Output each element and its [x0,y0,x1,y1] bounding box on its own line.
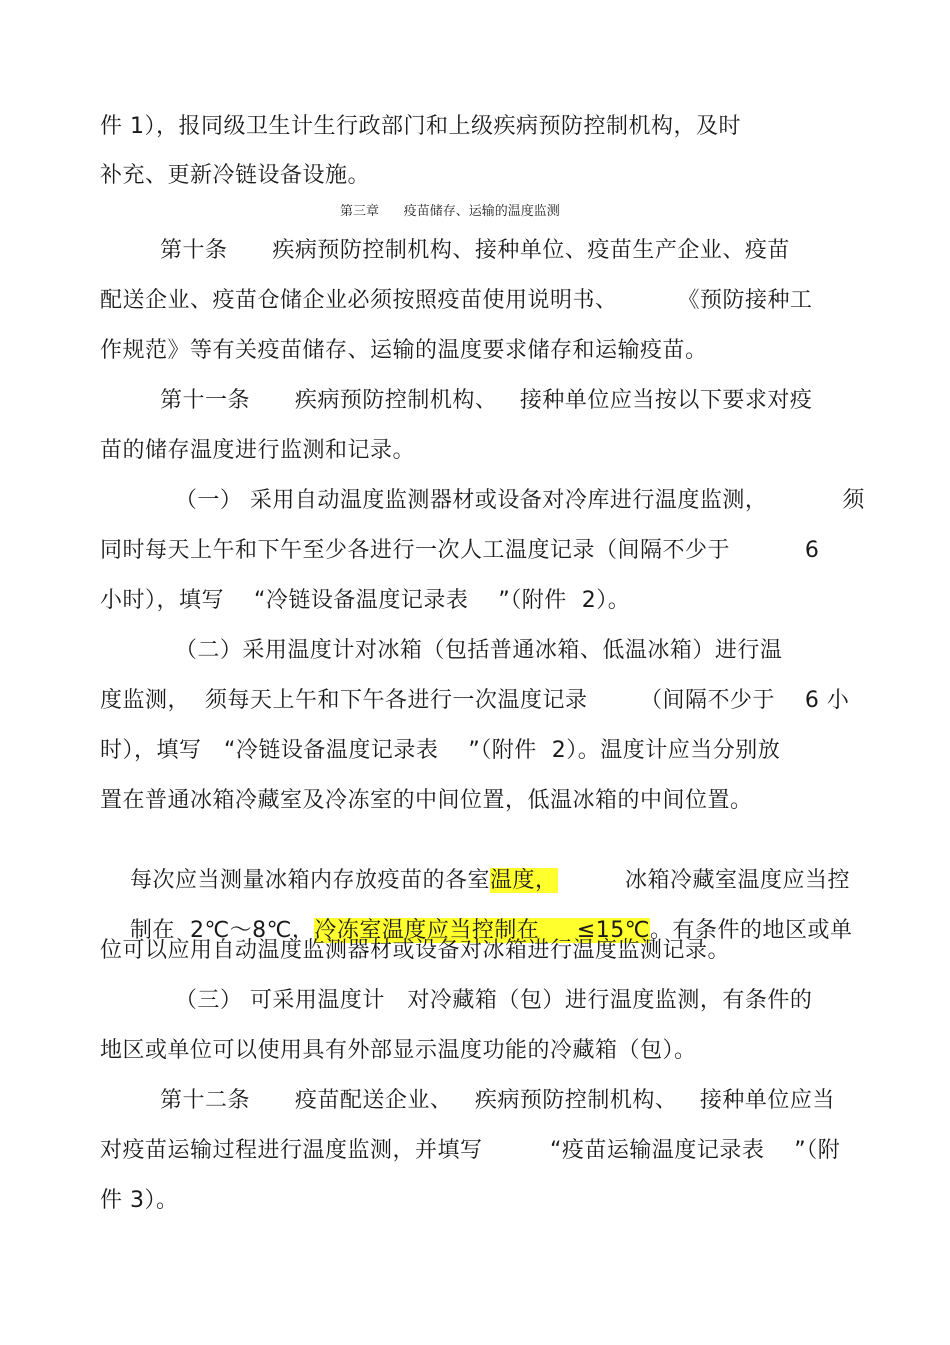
text-line: 苗的储存温度进行监测和记录。 [100,438,416,463]
highlighted-text: 温度， [490,868,558,893]
text-line: 同时每天上午和下午至少各进行一次人工温度记录（间隔不少于 6 [100,538,820,563]
text-line: 地区或单位可以使用具有外部显示温度功能的冷藏箱（包）。 [100,1038,697,1063]
text-line: 补充、更新冷链设备设施。 [100,163,371,188]
text-line: 配送企业、疫苗仓储企业必须按照疫苗使用说明书、 《预防接种工 [100,288,813,313]
highlighted-text: 冷冻室温度应当控制在 ≤15℃ [314,918,650,943]
text-line: （二）采用温度计对冰箱（包括普通冰箱、低温冰箱）进行温 [100,638,783,663]
text-line: 时），填写 “冷链设备温度记录表 ”（附件 2）。温度计应当分别放 [100,738,781,763]
text-line: 度监测， 须每天上午和下午各进行一次温度记录 （间隔不少于 6 小 [100,688,850,713]
text-line: （三） 可采用温度计 对冷藏箱（包）进行温度监测，有条件的 [100,988,813,1013]
text-line: 第十二条 疫苗配送企业、 疾病预防控制机构、 接种单位应当 [100,1088,835,1113]
text-run: 制在 2℃～8℃， [129,918,315,943]
text-run: 每次应当测量冰箱内存放疫苗的各室 [129,868,490,893]
text-line: （一） 采用自动温度监测器材或设备对冷库进行温度监测， 须 [100,488,865,513]
chapter-heading: 第三章 疫苗储存、运输的温度监测 [340,204,560,219]
text-line: 第十条 疾病预防控制机构、接种单位、疫苗生产企业、疫苗 [100,238,790,263]
text-line: 置在普通冰箱冷藏室及冷冻室的中间位置，低温冰箱的中间位置。 [100,788,753,813]
text-line: 第十一条 疾病预防控制机构、 接种单位应当按以下要求对疫 [100,388,813,413]
text-line: 件 1），报同级卫生计生行政部门和上级疾病预防控制机构，及时 [100,114,741,139]
text-line: 对疫苗运输过程进行温度监测，并填写 “疫苗运输温度记录表 ”（附 [100,1138,841,1163]
text-line: 小时），填写 “冷链设备温度记录表 ”（附件 2）。 [100,588,631,613]
text-run: 冰箱冷藏室温度应当控 [557,868,850,893]
text-line: 作规范》等有关疫苗储存、运输的温度要求储存和运输疫苗。 [100,338,708,363]
text-run: 。有条件的地区或单 [650,918,853,943]
text-line: 位可以应用自动温度监测器材或设备对冰箱进行温度监测记录。 [100,938,731,963]
text-line: 件 3）。 [100,1188,179,1213]
